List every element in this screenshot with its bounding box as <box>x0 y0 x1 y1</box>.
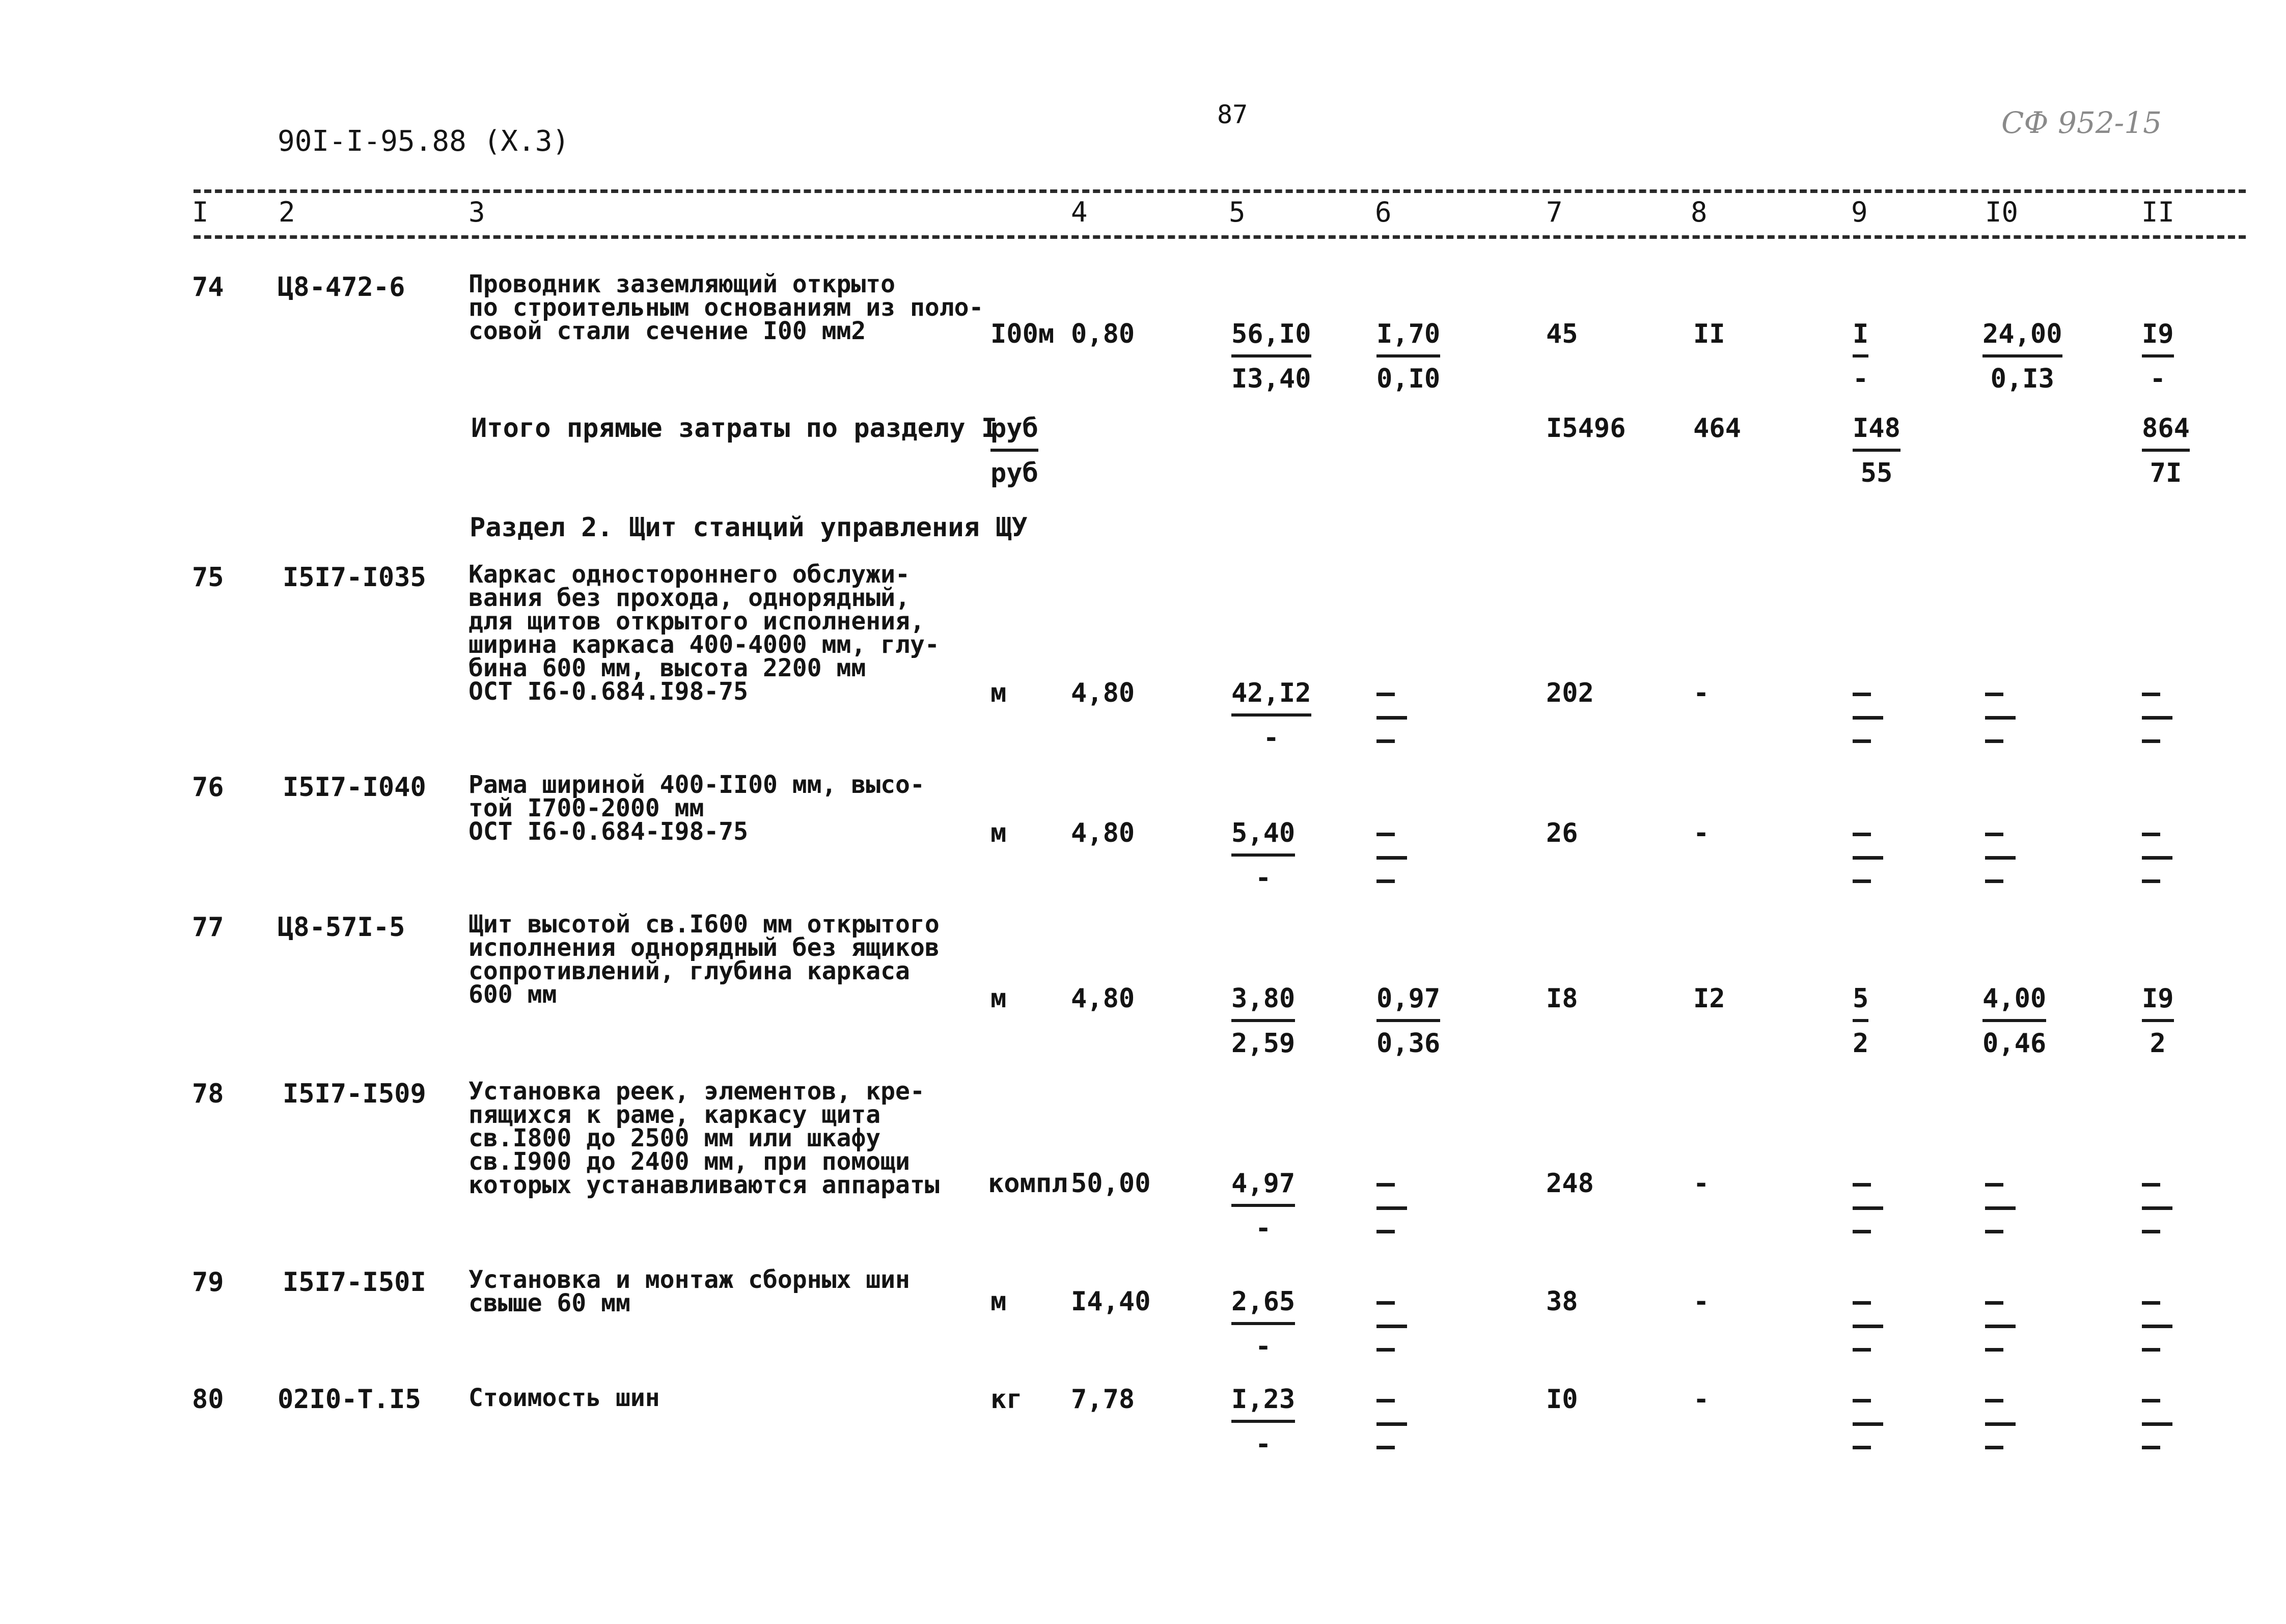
value-col8: - <box>1693 818 1710 848</box>
rate-code: Ц8-57I-5 <box>278 912 405 943</box>
cost-fraction-col6: 0,97 0,36 <box>1376 983 1441 1059</box>
row-number: 80 <box>192 1384 224 1415</box>
archive-stamp: СФ 952-15 <box>2001 105 2162 140</box>
row-number: 75 <box>192 562 224 593</box>
work-description: Установка реек, элементов, кре- пящихся к раме, каркасу щита св.I800 до 2500 мм или шкафу св.I900 до 2400 мм, при помощи которых устанавливаются аппараты <box>469 1077 940 1199</box>
work-description: Проводник заземляющий открыто по строительным основаниям из поло- совой стали сечение I00 мм2 <box>469 270 984 345</box>
work-description: Установка и монтаж сборных шин свыше 60 мм <box>469 1265 910 1317</box>
total-col7: I5496 <box>1546 413 1626 444</box>
work-description: Щит высотой св.I600 мм открытого исполнения однорядный без ящиков сопротивлений, глубина каркаса 600 мм <box>469 910 940 1009</box>
column-header: 3 <box>469 196 485 228</box>
quantity: 4,80 <box>1071 983 1135 1014</box>
row-number: 77 <box>192 912 224 943</box>
total-fraction-col9: I48 55 <box>1853 413 1901 488</box>
unit: м <box>990 983 1007 1014</box>
value-col7: 248 <box>1546 1168 1594 1199</box>
total-col8: 464 <box>1693 413 1741 444</box>
column-header: I0 <box>1985 196 2019 228</box>
page-number: 87 <box>1217 100 1248 129</box>
cost-fraction-col10: 4,00 0,46 <box>1982 983 2047 1059</box>
header-bottom-rule <box>194 235 2246 239</box>
section-heading: Раздел 2. Щит станций управления ЩУ <box>470 512 1028 543</box>
cost-fraction-col9: I - <box>1853 319 1869 394</box>
cost-fraction-col5: 56,I0 I3,40 <box>1231 319 1311 394</box>
cost-fraction-col5: 2,65 - <box>1231 1286 1296 1362</box>
column-header: I <box>192 196 209 228</box>
cost-fraction-col6: I,70 0,I0 <box>1376 319 1441 394</box>
column-header: 9 <box>1851 196 1868 228</box>
value-col8: I2 <box>1693 983 1725 1014</box>
value-col8: - <box>1693 678 1710 708</box>
unit: м <box>990 678 1007 708</box>
value-col7: 45 <box>1546 319 1578 349</box>
value-col7: 26 <box>1546 818 1578 848</box>
rate-code: Ц8-472-6 <box>278 272 405 302</box>
quantity: 4,80 <box>1071 818 1135 848</box>
quantity: 0,80 <box>1071 319 1135 349</box>
value-col7: 38 <box>1546 1286 1578 1317</box>
row-number: 79 <box>192 1267 224 1298</box>
total-fraction-col11: 864 7I <box>2142 413 2190 488</box>
column-header: 2 <box>279 196 295 228</box>
work-description: Стоимость шин <box>469 1384 660 1412</box>
cost-fraction-col5: 4,97 - <box>1231 1168 1296 1244</box>
unit: кг <box>990 1384 1023 1415</box>
quantity: I4,40 <box>1071 1286 1151 1317</box>
cost-fraction-col11: I9 - <box>2142 319 2174 394</box>
work-description: Каркас одностороннего обслужи- вания без прохода, однорядный, для щитов открытого исполнения, ширина каркаса 400-4000 мм, глу- бина 600 мм, высота 2200 мм ОСТ I6-0.684.I98-75 <box>469 560 940 706</box>
cost-fraction-col5: 3,80 2,59 <box>1231 983 1296 1059</box>
quantity: 4,80 <box>1071 678 1135 708</box>
value-col8: II <box>1693 319 1725 349</box>
rate-code: I5I7-I040 <box>283 772 426 803</box>
cost-fraction-col11: I9 2 <box>2142 983 2174 1059</box>
total-unit-fraction: руб руб <box>990 413 1038 488</box>
cost-fraction-col5: 5,40 - <box>1231 818 1296 893</box>
row-number: 78 <box>192 1079 224 1109</box>
row-number: 74 <box>192 272 224 302</box>
rate-code: I5I7-I509 <box>283 1079 426 1109</box>
unit: компл <box>988 1168 1068 1199</box>
unit: I00м <box>990 319 1055 349</box>
quantity: 7,78 <box>1071 1384 1135 1415</box>
value-col8: - <box>1693 1286 1710 1317</box>
column-header: 5 <box>1229 196 1246 228</box>
rate-code: I5I7-I035 <box>283 562 426 593</box>
header-top-rule <box>194 189 2246 193</box>
column-header: 6 <box>1375 196 1392 228</box>
cost-fraction-col10: 24,00 0,I3 <box>1982 319 2062 394</box>
cost-fraction-col9: 5 2 <box>1853 983 1869 1059</box>
quantity: 50,00 <box>1071 1168 1151 1199</box>
value-col8: - <box>1693 1168 1710 1199</box>
unit: м <box>990 1286 1007 1317</box>
column-header: II <box>2141 196 2175 228</box>
rate-code: I5I7-I50I <box>283 1267 426 1298</box>
value-col7: 202 <box>1546 678 1594 708</box>
value-col7: I8 <box>1546 983 1578 1014</box>
column-header: 7 <box>1546 196 1563 228</box>
column-header: 8 <box>1691 196 1707 228</box>
value-col8: - <box>1693 1384 1710 1415</box>
value-col7: I0 <box>1546 1384 1578 1415</box>
rate-code: 02I0-Т.I5 <box>278 1384 421 1415</box>
section-total-label: Итого прямые затраты по разделу I <box>471 413 998 444</box>
work-description: Рама шириной 400-II00 мм, высо- той I700-2000 мм ОСТ I6-0.684-I98-75 <box>469 770 925 846</box>
row-number: 76 <box>192 772 224 803</box>
cost-fraction-col5: 42,I2 - <box>1231 678 1311 753</box>
column-header: 4 <box>1071 196 1088 228</box>
cost-fraction-col5: I,23 - <box>1231 1384 1296 1460</box>
unit: м <box>990 818 1007 848</box>
document-code: 90I-I-95.88 (X.3) <box>278 125 570 158</box>
